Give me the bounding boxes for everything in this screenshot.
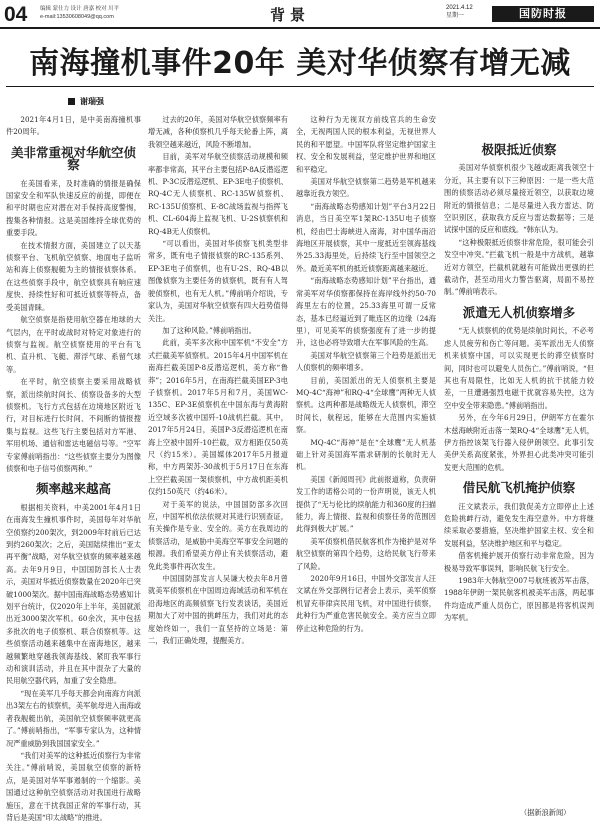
subheading-3: 频率越来越高 (35, 481, 111, 497)
article-paragraph: 汪文斌表示，我们敦促美方立即停止上述危险挑衅行动，避免发生海空意外。中方将继续采取必要措施，坚决维护国家主权、安全和发展利益，坚决维护地区和平与稳定。 (444, 501, 594, 548)
weekday-text: 星期一 (446, 13, 465, 19)
page-number: 04 (4, 3, 28, 26)
article-paragraph: 航空侦察是指使用航空器在地球的大气层内，在平时或战时对特定对象进行的侦察与监视。航空侦察使用的平台有飞机、直升机、飞艇、滞浮气球、系留气球等。 (6, 315, 141, 374)
article-paragraph: 2020年9月16日，中国外交部发言人汪文斌在外交部例行记者会上表示，美军侦察机冒充菲律宾民用飞机，对中国进行侦察，此种行为严重危害民航安全。美方应当立即停止这种危险的行为。 (296, 574, 436, 633)
article-paragraph: “南海战略态势感知计划”平台3月22日消息，当日美空军1架RC-135U电子侦察机，经由巴士海峡进入南海，对中国华南沿海地区开展侦察，其中一度抵近至领海基线外25.33海里处，后持续飞行至中国领空之外。最近美军机的抵近侦察距离越来越近。 (296, 201, 436, 273)
article-paragraph: 在美国看来，及时准确的情报是确保国家安全和军队快速反应的前提，即便在和平时期也应对潜在对手保持高度警惕，搜集各种情报。这是美国维持全球优势的重要手段。 (6, 178, 141, 238)
intro-paragraph: 这种行为无视双方前线官兵的生命安全，无视两国人民的根本利益，无视世界人民的和平愿望。中国军队将坚定维护国家主权、安全和发展利益，坚定维护世界和地区和平稳定。 (296, 115, 436, 174)
article-paragraph: 在技术情报方面，美国建立了以天基侦察平台、飞机航空侦察、地面电子监听站和海上侦察舰艇为主的情报侦察体系。在这些侦察手段中，航空侦察具有响应速度快、持续性好和可抵近侦察等特点，备受美国青睐。 (6, 240, 141, 312)
article-paragraph: “我们对美军的这种抵近侦察行为非常关注。”傅前哨说，美国航空侦察的新特点，是美国对华军事遏制的一个缩影。美国通过这种航空侦察活动对我国进行战略施压，意在干扰我国正常的军事行动，其背后是美国“印太战略”的推进。 (6, 750, 141, 822)
article-paragraph: 另外，在今年6月29日，伊朗军方在霍尔木兹海峡附近击落一架RQ-4“全球鹰”无人机，伊方指控该架飞行器入侵伊朗领空。此事引发美伊关系高度紧张，外界担心此类冲突可能引发更大范围的危机。 (444, 413, 594, 472)
article-paragraph: 在平时，航空侦察主要采用战略侦察，派出续航时间长、侦察设备多的大型侦察机。飞行方式包括在边境地区附近飞行，对目标进行长时间、不间断的情报搜集与监视。这些飞行主要包括对方军港、军用机场、通信和雷达电磁信号等。“空军专家傅前哨指出：“这些侦察主要分为图像侦察和电子信号侦察两种。” (6, 377, 141, 473)
article-paragraph: “无人侦察机的优势是续航时间长，不必考虑人员疲劳和伤亡等问题。美军派出无人侦察机来侦察中国，可以实现更长的滞空侦察时间，同时也可以避免人员伤亡。”傅前哨说，“但其也有局限性，比如无人机的抗干扰能力较差，一旦遭遇强烈电磁干扰就容易失控，这为空中安全带来隐患。”傅前哨指出。 (444, 326, 594, 410)
subheading-limit: 极限抵近侦察 (481, 142, 557, 157)
article-paragraph: 目前，美国派出的无人侦察机主要是MQ-4C“海神”和RQ-4“全球鹰”两种无人侦察机。这两种都是战略级无人侦察机，滞空时间长，航程远，能够在大范围内实施侦察。 (296, 375, 436, 435)
column-4 (444, 114, 594, 804)
article-paragraph: “可以看出，美国对华侦察飞机类型非常多，既有电子情报侦察的RC-135系列、EP-3E电子侦察机，也有U-2S、RQ-4B以图像侦察为主要任务的侦察机，既有有人驾驶侦察机，也有无人机。”傅前哨介绍说，专家认为，美国对华航空侦察有四大趋势值得关注。 (148, 239, 288, 323)
article-paragraph: 目前，美军对华航空侦察活动规模和频率都非常高，其平台主要包括P-8A反潜巡逻机、P-3C反潜巡逻机、EP-3E电子侦察机、RQ-4C无人侦察机、RC-135W侦察机、RC-135U侦察机、E-8C战场监视与指挥飞机、CL-604海上监视飞机、U-2S侦察机和RQ-4B无人侦察机。 (148, 152, 288, 236)
article-paragraph: 美军侦察机借民航客机作为掩护是对华航空侦察的第四个趋势，这给民航飞行带来了风险。 (296, 536, 436, 571)
editor-line: 编辑 蒙仕力 设计 唐嘉 校对 川平 (40, 6, 120, 12)
article-paragraph: “这种极限抵近侦察非常危险，很可能会引发空中冲突。”拦截飞机一般是中方战机，越靠近对方领空，拦截机就越有可能做出更强的拦截动作，甚至动用火力警告驱离，局面不易控制。”傅前哨表示。 (444, 237, 594, 297)
byline-square-icon (68, 98, 75, 105)
date-text: 2021.4.12 (446, 5, 473, 11)
intro-paragraph: 过去的20年，美国对华航空侦察频率有增无减，各种侦察机几乎每天轮番上阵，离我领空越来越近，风险不断增加。 (148, 115, 288, 149)
article-paragraph: 此前，美军多次称中国军机“不安全”方式拦截美军侦察机。2015年4月中国军机在南海拦截美国P-8反潜巡逻机，美方称“鲁莽”；2016年5月，在南海拦截美国EP-3电子侦察机。2017年5月和7月，美国WC-135C、EP-3E侦察机在中国东海与黄海附近空域多次被中国歼-10战机拦截。其中，2017年5月24日，美国P-3反潜巡逻机在南海上空被中国歼-10拦截，双方相距仅50英尺（约15米）。美国媒体2017年5月报道称，中方两架苏-30战机于5月17日在东海上空拦截美国一架侦察机，中方战机距美机仅约150英尺（约46米）。 (148, 338, 288, 497)
article-paragraph: 1983年大韩航空007号航班被苏军击落，1988年伊朗一架民航客机被美军击落，两起事件均造成严重人员伤亡，原因都是将客机误判为军机。 (444, 576, 594, 623)
subheading-civil: 借民航飞机掩护侦察 (462, 480, 576, 496)
column-1 (6, 114, 141, 822)
article-paragraph: 美国对华侦察机很少飞越或距离我领空十分近，其主要有以下三种原因：一是一些大范围的侦察活动必须尽量接近领空，以获取边境附近的情报信息；二是尽量进入我方雷达、防空识别区，获取我方反应与雷达数据等；三是试探中国的反应和底线。“韩东认为。 (444, 163, 594, 235)
article-paragraph: 中国国防部发言人吴谦大校去年8月曾就美军侦察机在中国周边海域活动和军机在沿海地区的高频侦察飞行发表谈话，美国近期加大了对中国的挑衅压力，我们对此的态度始终如一，我们一直坚持的立场是：第二，我们正确处理，提醒美方。 (148, 574, 288, 646)
article-paragraph: 美国对华航空侦察第三个趋势是派出无人侦察机的频率增多。 (296, 350, 436, 373)
email-line: e-mail:13530608049@qq.com (40, 14, 114, 20)
intro-paragraph: 2021年4月1日，是中美南海撞机事件20周年。 (6, 115, 141, 137)
subheading-1: 美非常重视对华航空侦察 (10, 144, 136, 173)
issue-date (446, 4, 473, 20)
section-title: 背景 (270, 6, 311, 24)
subheading-drone: 派遣无人机侦察增多 (462, 304, 576, 320)
article-paragraph: 美国对华航空侦察第二趋势是军机越来越靠近我方领空。 (296, 177, 436, 199)
column-3 (296, 114, 436, 804)
article-paragraph: 加了这种风险。”傅前哨指出。 (162, 325, 256, 335)
masthead-meta (40, 5, 119, 21)
article-paragraph: “南海战略态势感知计划”平台指出，通常美军对华侦察都保持在海岸线外约50-70海里左右的位置，25.33海里可谓一反常态，基本已经逼近到了毗连区的边缘（24海里），可见美军的侦察强度有了进一步的提升，这也必将导致增大在军事风险的生高。 (296, 276, 436, 348)
article-paragraph: 美国《新闻周刊》此前报道称，负责研发工作的诺格公司的一份声明说，该无人机提供了“无与伦比的续航能力和360度的扫描能力，海上情报、监视和侦察任务的范围因此得到极大扩展。” (296, 474, 436, 534)
author-byline (68, 96, 104, 107)
source-signoff: （据新浪新闻） (520, 808, 571, 817)
article-paragraph: 对于美军的说法，中国国防部多次回应，中国军机依法依规对其进行识别查证，有关操作是专业、安全的。美方在我周边的侦察活动，是威胁中美海空军事安全问题的根源。我们希望美方停止有关侦察活动，避免此类事件再次发生。 (148, 499, 288, 571)
masthead-rule (0, 27, 600, 29)
newspaper-logo: 国防时报 (492, 6, 594, 22)
headline: 南海撞机事件20年 美对华侦察有增无减 (29, 46, 571, 81)
headline-rule (6, 86, 594, 87)
article-paragraph: MQ-4C“海神”是在“全球鹰”无人机基础上针对美国海军需求研制的长航时无人机。 (296, 437, 436, 472)
article-paragraph: “现在美军几乎每天都会向南海方向派出3架左右的侦察机，美军航母进入南海或者我舰艇出航，美国航空侦察频率就更高了。”傅前哨指出，“军事专家认为，这种情况严重威胁到我国国家安全。” (6, 688, 141, 748)
article-paragraph: 根据相关资料，中美2001年4月1日在南海发生撞机事件时，美国每年对华航空侦察约200架次，到2009年时前后已达到约260架次；之后，美国陆续推出“亚太再平衡”战略，对华航空侦察的频率越来越高。去年9月9日，中国国防部长人士表示，美国对华抵近侦察数量在2020年已突破1000架次。据中国南海战略态势感知计划平台统计，仅2020年上半年，美国就派出近3000架次军机。60余次，其中包括多批次的电子侦察机、联合侦察机等。这些侦察活动越来越集中在南海地区，越来越频繁地穿越我领海基线、紧盯我军事行动和演训活动，并且在其中混杂了大量的民用航空器代码，加重了安全隐患。 (6, 502, 141, 686)
author-name: 谢瑞强 (80, 97, 104, 106)
article-paragraph: 借客机掩护展开侦察行动非常危险，因为极易导致军事误判，影响民航飞行安全。 (444, 551, 594, 573)
column-2 (148, 114, 288, 804)
